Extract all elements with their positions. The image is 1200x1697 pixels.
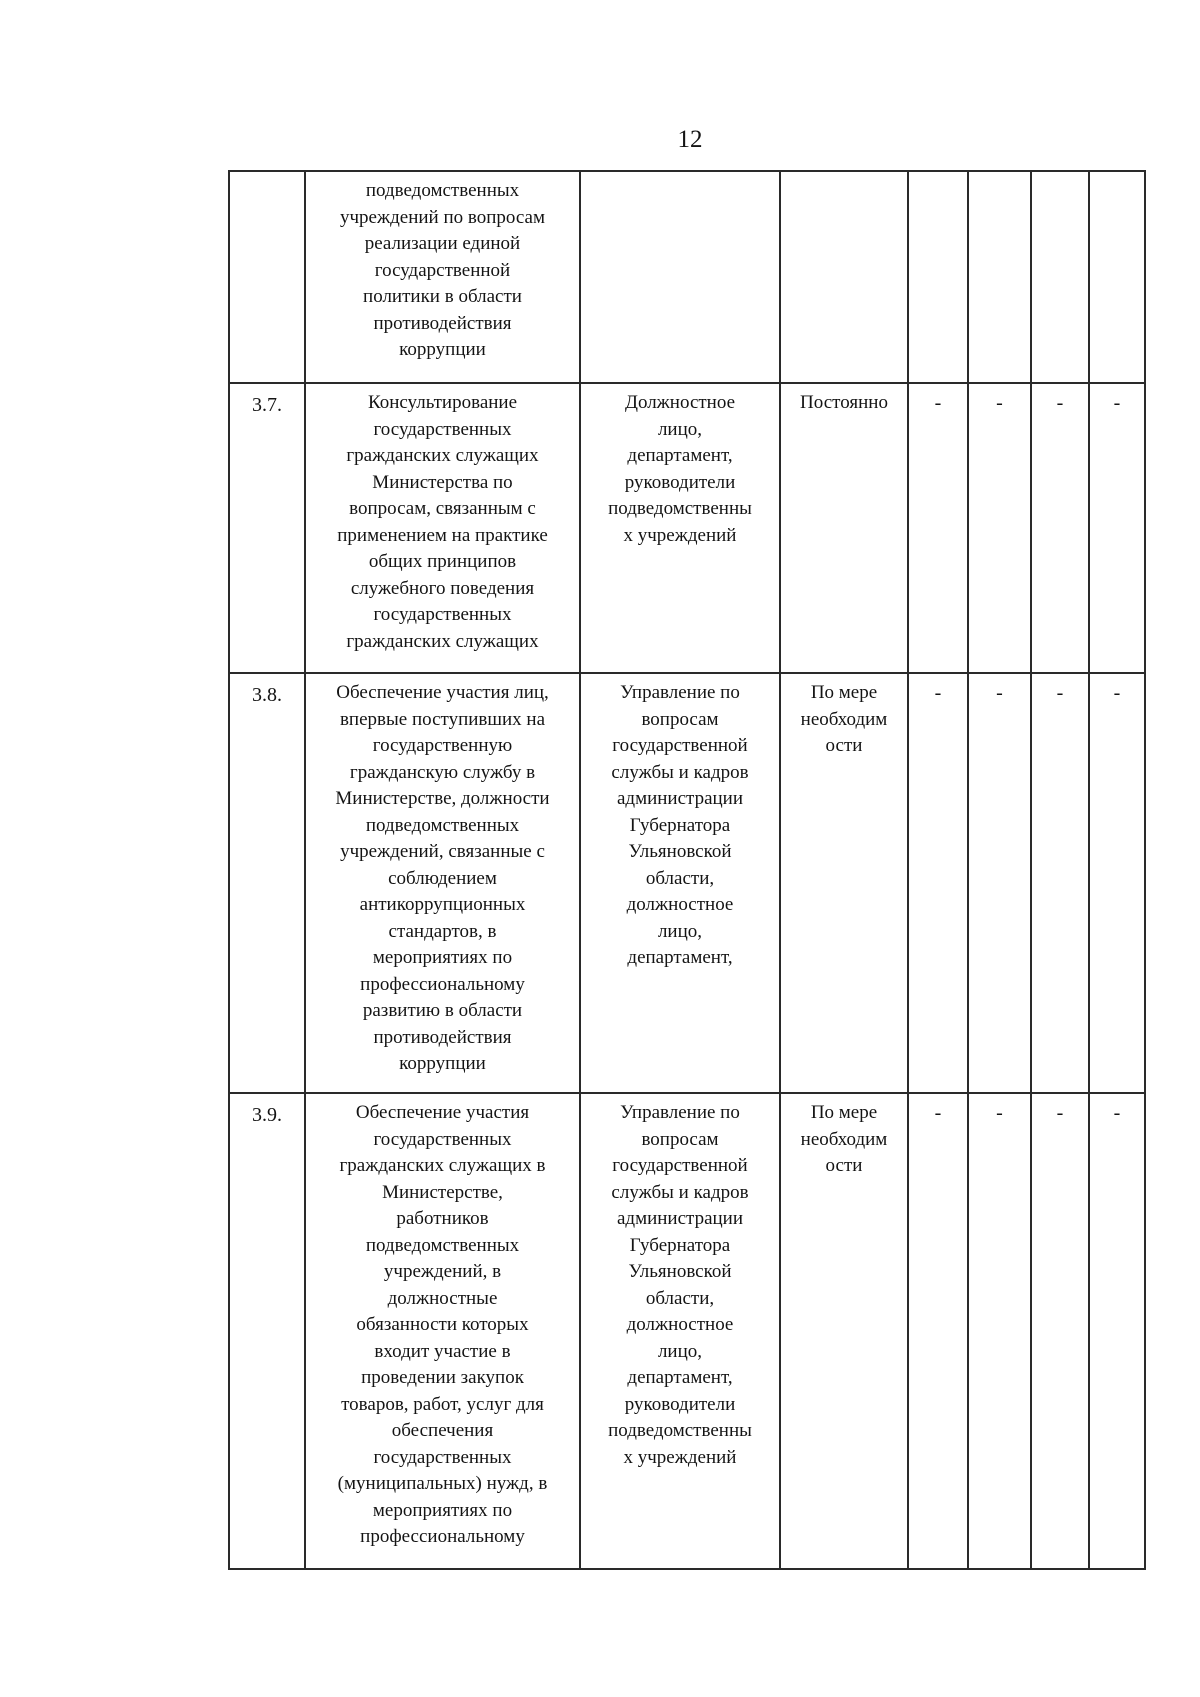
row-number <box>229 171 305 383</box>
deadline-cell <box>780 1093 908 1569</box>
table-row <box>229 673 1145 1093</box>
responsible-text: Управление по вопросам государственной службы и кадров администрации Губернатора Ульяновской области, должностное лицо, департамент, <box>611 682 749 968</box>
deadline-text: Постоянно <box>800 392 888 413</box>
indicator-cell: - <box>1089 1093 1145 1569</box>
responsible-cell <box>580 171 780 383</box>
action-text: Обеспечение участия лиц, впервые поступивших на государственную гражданскую службу в Министерстве, должности подведомственных учреждений, связанные с соблюдением антикоррупционных стандартов, в мероприятиях по профессиональному развитию в области противодействия коррупции <box>335 682 550 1074</box>
indicator-cell: - <box>908 383 968 673</box>
row-number: 3.7. <box>229 383 305 673</box>
indicator-cell: - <box>908 1093 968 1569</box>
indicator-cell: - <box>908 673 968 1093</box>
indicator-cell: - <box>968 383 1031 673</box>
indicator-cell <box>1089 171 1145 383</box>
action-text: Консультирование государственных гражданских служащих Министерства по вопросам, связанным с применением на практике общих принципов служебного поведения государственных гражданских служащих <box>337 392 548 652</box>
action-cell <box>305 383 580 673</box>
indicator-cell: - <box>1089 673 1145 1093</box>
table-row <box>229 1093 1145 1569</box>
indicator-cell: - <box>968 673 1031 1093</box>
deadline-text: По мере необходим ости <box>800 682 888 756</box>
responsible-text: Управление по вопросам государственной службы и кадров администрации Губернатора Ульяновской области, должностное лицо, департамент, руководители подведомственны х учреждений <box>608 1102 752 1468</box>
action-text: подведомственных учреждений по вопросам реализации единой государственной политики в области противодействия коррупции <box>340 180 545 360</box>
deadline-text: По мере необходим ости <box>800 1102 888 1176</box>
deadline-cell <box>780 383 908 673</box>
action-cell <box>305 673 580 1093</box>
indicator-cell: - <box>1031 383 1089 673</box>
deadline-cell <box>780 673 908 1093</box>
indicator-cell: - <box>968 1093 1031 1569</box>
table-row <box>229 383 1145 673</box>
action-cell <box>305 1093 580 1569</box>
indicator-cell: - <box>1089 383 1145 673</box>
indicator-cell: - <box>1031 1093 1089 1569</box>
action-text: Обеспечение участия государственных гражданских служащих в Министерстве, работников подведомственных учреждений, в должностные обязанности которых входит участие в проведении закупок товаров, работ, услуг для обеспечения государственных (муниципальных) нужд, в мероприятиях по профессиональному <box>337 1102 548 1547</box>
deadline-cell <box>780 171 908 383</box>
responsible-cell <box>580 1093 780 1569</box>
responsible-cell <box>580 673 780 1093</box>
responsible-text: Должностное лицо, департамент, руководители подведомственны х учреждений <box>608 392 752 546</box>
row-number: 3.8. <box>229 673 305 1093</box>
plan-table <box>228 170 1146 1570</box>
indicator-cell: - <box>1031 673 1089 1093</box>
indicator-cell <box>968 171 1031 383</box>
page-number: 12 <box>677 126 703 153</box>
responsible-cell <box>580 383 780 673</box>
indicator-cell <box>1031 171 1089 383</box>
indicator-cell <box>908 171 968 383</box>
row-number: 3.9. <box>229 1093 305 1569</box>
table-row <box>229 171 1145 383</box>
action-cell <box>305 171 580 383</box>
